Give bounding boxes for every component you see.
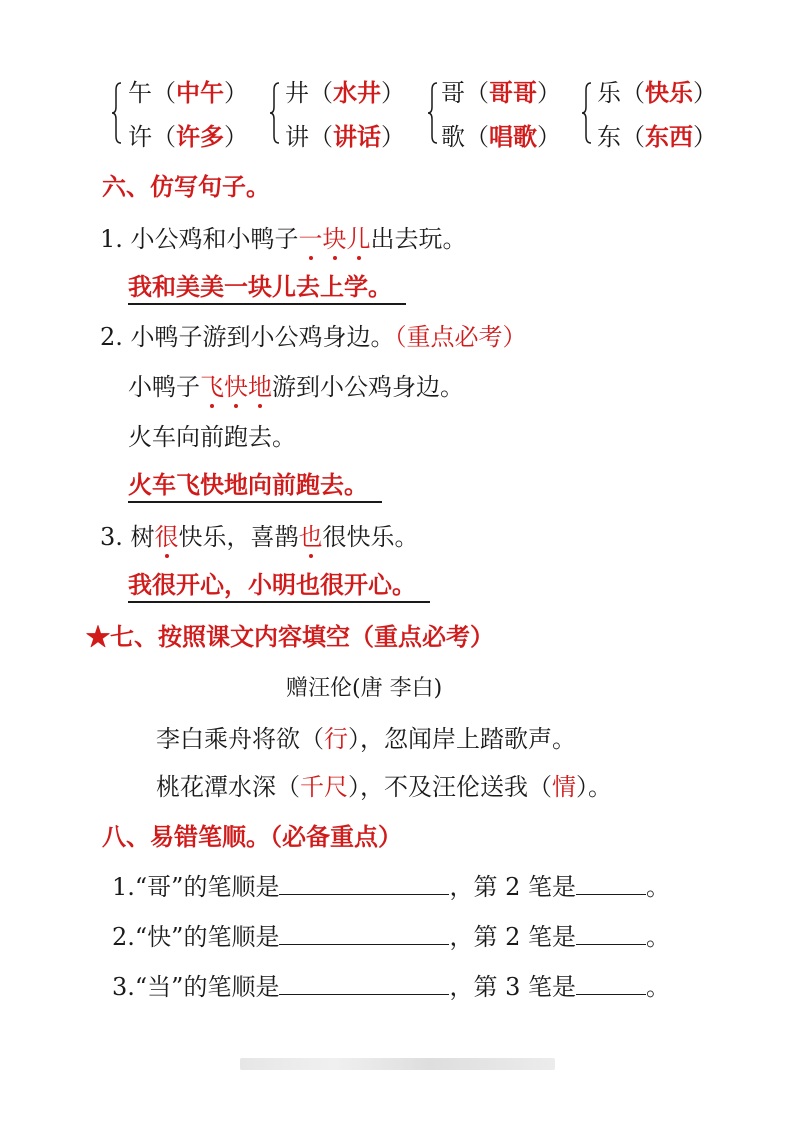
poem-line-2: 桃花潭水深（千尺），不及汪伦送我（情）。 xyxy=(156,773,612,801)
stroke-order-blank[interactable] xyxy=(279,872,449,895)
stroke-blank[interactable] xyxy=(576,872,646,895)
brace-icon xyxy=(270,82,280,144)
q3-sentence: 3. 树很快乐，喜鹊也很快乐。 xyxy=(100,523,419,551)
q3-answer: 我很开心，小明也很开心。 xyxy=(128,570,430,603)
q2-answer: 火车飞快地向前跑去。 xyxy=(128,470,382,503)
brace-icon xyxy=(582,82,592,144)
group-char-top: 井 xyxy=(285,79,309,107)
section-6-heading: 六、仿写句子。 xyxy=(102,172,270,201)
group-char-top: 午 xyxy=(128,79,152,107)
q1-answer: 我和美美一块儿去上学。 xyxy=(128,272,406,305)
q2-prompt: 火车向前跑去。 xyxy=(128,423,296,451)
poem-title: 赠汪伦(唐 李白) xyxy=(286,676,443,701)
poem-line-1: 李白乘舟将欲（行），忽闻岸上踏歌声。 xyxy=(156,725,576,753)
group-char-bottom: 歌 xyxy=(441,123,465,151)
stroke-blank[interactable] xyxy=(576,922,646,945)
group-answer-bottom: 唱歌 xyxy=(489,122,537,151)
q2-sentence: 2. 小鸭子游到小公鸡身边。（重点必考） xyxy=(100,323,527,351)
poem-answer-1: 行 xyxy=(324,725,348,753)
section-8-heading: 八、易错笔顺。（必备重点） xyxy=(102,822,402,851)
group-answer-top: 哥哥 xyxy=(489,78,537,107)
brace-icon xyxy=(428,82,438,144)
group-char-top: 哥 xyxy=(441,79,465,107)
stroke-item: 1.“哥”的笔顺是 ，第 2 笔是 。 xyxy=(112,873,670,901)
group-answer-top: 中午 xyxy=(176,78,224,107)
group-answer-top: 快乐 xyxy=(645,78,693,107)
q2-note: （重点必考） xyxy=(394,323,527,351)
stroke-item: 2.“快”的笔顺是 ，第 2 笔是 。 xyxy=(112,923,670,951)
group-char-bottom: 东 xyxy=(597,123,621,151)
stroke-order-blank[interactable] xyxy=(279,972,449,995)
group-char-top: 乐 xyxy=(597,79,621,107)
stroke-order-blank[interactable] xyxy=(279,922,449,945)
stroke-blank[interactable] xyxy=(576,972,646,995)
group-answer-bottom: 东西 xyxy=(645,122,693,151)
poem-answer-2: 千尺 xyxy=(300,773,348,801)
group-answer-bottom: 许多 xyxy=(176,122,224,151)
poem-answer-3: 情 xyxy=(552,773,576,801)
q2-example: 小鸭子飞快地游到小公鸡身边。 xyxy=(128,373,464,401)
q1-sentence: 1. 小公鸡和小鸭子一块儿出去玩。 xyxy=(100,225,467,253)
section-7-heading: ★七、按照课文内容填空（重点必考） xyxy=(86,622,494,651)
group-answer-bottom: 讲话 xyxy=(333,122,381,151)
group-answer-top: 水井 xyxy=(333,78,381,107)
group-char-bottom: 许 xyxy=(128,123,152,151)
blurred-footer xyxy=(240,1058,555,1070)
stroke-item: 3.“当”的笔顺是 ，第 3 笔是 。 xyxy=(112,973,670,1001)
brace-icon xyxy=(112,82,122,144)
group-char-bottom: 讲 xyxy=(285,123,309,151)
